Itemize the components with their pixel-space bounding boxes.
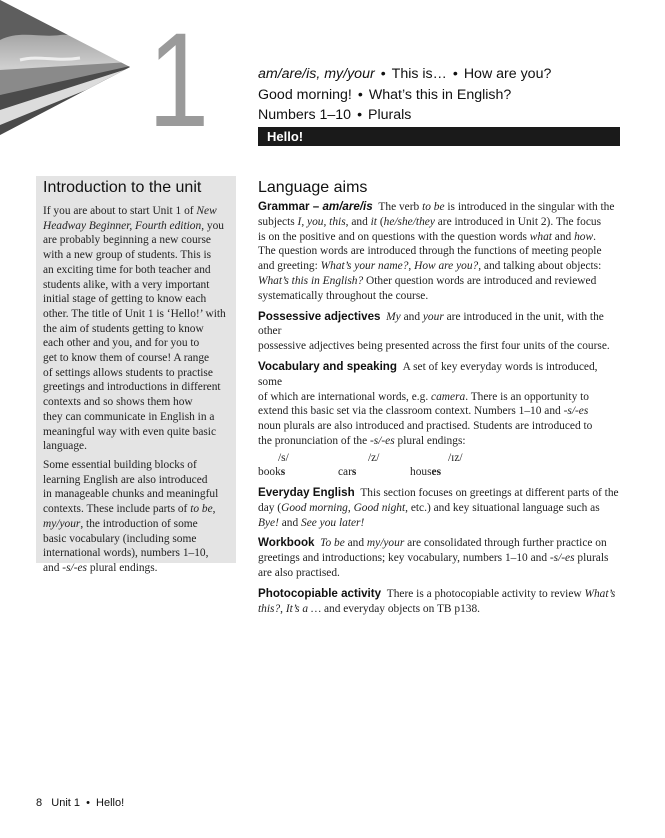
text-line: of which are international words, e.g. camera. There is an opportunity to bbox=[258, 390, 590, 403]
footer-unit: Unit 1 bbox=[51, 797, 81, 809]
plural-endings-table bbox=[258, 451, 620, 480]
intro-paragraph-2 bbox=[43, 458, 233, 576]
text-line: of settings allows students to practise bbox=[43, 366, 213, 379]
text-line: students alike, with a very important bbox=[43, 278, 210, 291]
text-line: possessive adjectives being presented across the first four units of the course. bbox=[258, 340, 610, 353]
phoneme-iz: /ɪz/ bbox=[448, 451, 463, 464]
footer-bullet: • bbox=[86, 797, 90, 809]
grammar-section bbox=[258, 200, 620, 304]
text-line: A set of key everyday words is introduced, some bbox=[258, 360, 598, 388]
unit-number: 1 bbox=[148, 6, 206, 155]
text-line: are probably beginning a new course bbox=[43, 234, 211, 247]
text-line: each other and you, and for you to bbox=[43, 337, 200, 350]
unit-title-bar bbox=[258, 127, 620, 146]
everyday-english-label: Everyday English bbox=[258, 485, 355, 499]
everyday-english-section bbox=[258, 486, 620, 530]
text-line: the aim of students getting to know bbox=[43, 322, 204, 335]
text-line: with a new group of students. This is bbox=[43, 249, 212, 262]
topic-bullet: • bbox=[357, 107, 363, 123]
topics-line-1 bbox=[258, 64, 628, 85]
text-line: are also practised. bbox=[258, 566, 340, 579]
corner-landscape-image bbox=[0, 0, 130, 135]
text-line: extend this basic set via the classroom context. Numbers 1–10 and -s/-es bbox=[258, 405, 589, 418]
possessive-section bbox=[258, 310, 620, 354]
text-line: Headway Beginner, Fourth edition, you bbox=[43, 219, 224, 232]
page-number: 8 bbox=[36, 797, 43, 809]
example-houses: houses bbox=[410, 466, 442, 479]
text-line: subjects I, you, this, and it (he/she/they are introduced in Unit 2). The focus bbox=[258, 215, 602, 228]
workbook-label: Workbook bbox=[258, 536, 315, 550]
topic-bullet: • bbox=[380, 66, 386, 82]
text-line: Bye! and See you later! bbox=[258, 516, 365, 529]
topic-bullet: • bbox=[452, 66, 458, 82]
text-line: This section focuses on greetings at different parts of the bbox=[354, 486, 619, 499]
text-line: language. bbox=[43, 440, 87, 453]
topic-plurals: Plurals bbox=[368, 107, 412, 123]
intro-paragraph-1 bbox=[43, 204, 233, 454]
text-line: meaningful way with even quite basic bbox=[43, 425, 217, 438]
text-line: contexts and so shows them how bbox=[43, 396, 193, 409]
photocopiable-label: Photocopiable activity bbox=[258, 586, 382, 600]
text-line: and greeting: What’s your name?, How are you?, and talking about objects: bbox=[258, 260, 602, 273]
text-line: To be and my/your are consolidated through further practice on bbox=[320, 537, 607, 550]
text-line: greetings and introductions; key vocabulary, numbers 1–10 and -s/-es plurals bbox=[258, 552, 609, 565]
phoneme-z: /z/ bbox=[368, 451, 380, 464]
text-line: The verb to be is introduced in the singular with the bbox=[372, 201, 615, 213]
unit-title: Hello! bbox=[267, 129, 304, 144]
text-line: and -s/-es plural endings. bbox=[43, 561, 158, 574]
vocab-section bbox=[258, 360, 620, 449]
workbook-section bbox=[258, 536, 620, 580]
text-line: initial stage of getting to know each bbox=[43, 293, 207, 306]
topic-good-morning: Good morning! bbox=[258, 86, 352, 103]
grammar-text bbox=[258, 201, 620, 304]
topic-whats-this: What’s this in English? bbox=[368, 86, 512, 103]
text-line: Some essential building blocks of bbox=[43, 459, 197, 471]
topics-line-3 bbox=[258, 105, 628, 126]
text-line: in manageable chunks and meaningful bbox=[43, 488, 219, 501]
text-line: greetings and introductions in different bbox=[43, 381, 221, 394]
topic-bullet: • bbox=[357, 86, 363, 103]
text-line: My and your are introduced in the unit, with the other bbox=[258, 310, 604, 338]
text-line: learning English are also introduced bbox=[43, 473, 208, 486]
text-line: If you are about to start Unit 1 of New bbox=[43, 205, 217, 217]
text-line: the pronunciation of the -s/-es plural endings: bbox=[258, 434, 466, 447]
topic-grammar: am/are/is, my/your bbox=[258, 66, 375, 82]
unit-topics bbox=[258, 64, 628, 126]
text-line: systematically throughout the course. bbox=[258, 289, 429, 302]
photocopiable-section bbox=[258, 587, 620, 617]
topics-line-2 bbox=[258, 85, 628, 106]
aims-heading: Language aims bbox=[258, 179, 368, 196]
vocab-text bbox=[258, 361, 620, 449]
text-line: they can communicate in English in a bbox=[43, 410, 215, 423]
text-line: international words), numbers 1–10, bbox=[43, 547, 209, 560]
text-line: this?, It’s a … and everyday objects on TB p138. bbox=[258, 602, 481, 615]
text-line: day (Good morning, Good night, etc.) and key situational language such as bbox=[258, 501, 600, 514]
text-line: basic vocabulary (including some bbox=[43, 532, 197, 545]
text-line: is on the positive and on questions with the question words what and how. bbox=[258, 230, 596, 243]
page-footer bbox=[36, 797, 124, 809]
topic-this-is: This is… bbox=[391, 66, 447, 82]
language-aims bbox=[258, 178, 620, 622]
text-line: noun plurals are also introduced and practised. Students are introduced to bbox=[258, 420, 593, 433]
topic-how-are-you: How are you? bbox=[463, 66, 552, 82]
vocab-label: Vocabulary and speaking bbox=[258, 359, 397, 373]
text-line: What’s this in English? Other question words are introduced and reviewed bbox=[258, 274, 597, 287]
intro-box bbox=[36, 176, 236, 574]
possessive-label: Possessive adjectives bbox=[258, 309, 381, 323]
text-line: an exciting time for both teacher and bbox=[43, 263, 211, 276]
text-line: contexts. These include parts of to be, bbox=[43, 503, 216, 516]
text-line: The question words are introduced through the functions of meeting people bbox=[258, 245, 602, 258]
text-line: get to know them of course! A range bbox=[43, 352, 210, 365]
grammar-label: Grammar – am/are/is bbox=[258, 200, 373, 213]
example-cars: cars bbox=[338, 466, 357, 479]
text-line: There is a photocopiable activity to review What’s bbox=[381, 587, 616, 600]
text-line: other. The title of Unit 1 is ‘Hello!’ with bbox=[43, 307, 226, 320]
example-books: books bbox=[258, 466, 286, 479]
topic-numbers: Numbers 1–10 bbox=[258, 107, 352, 123]
phoneme-s: /s/ bbox=[278, 451, 289, 464]
intro-heading: Introduction to the unit bbox=[43, 179, 202, 196]
footer-title: Hello! bbox=[96, 797, 125, 809]
text-line: my/your, the introduction of some bbox=[43, 517, 198, 530]
